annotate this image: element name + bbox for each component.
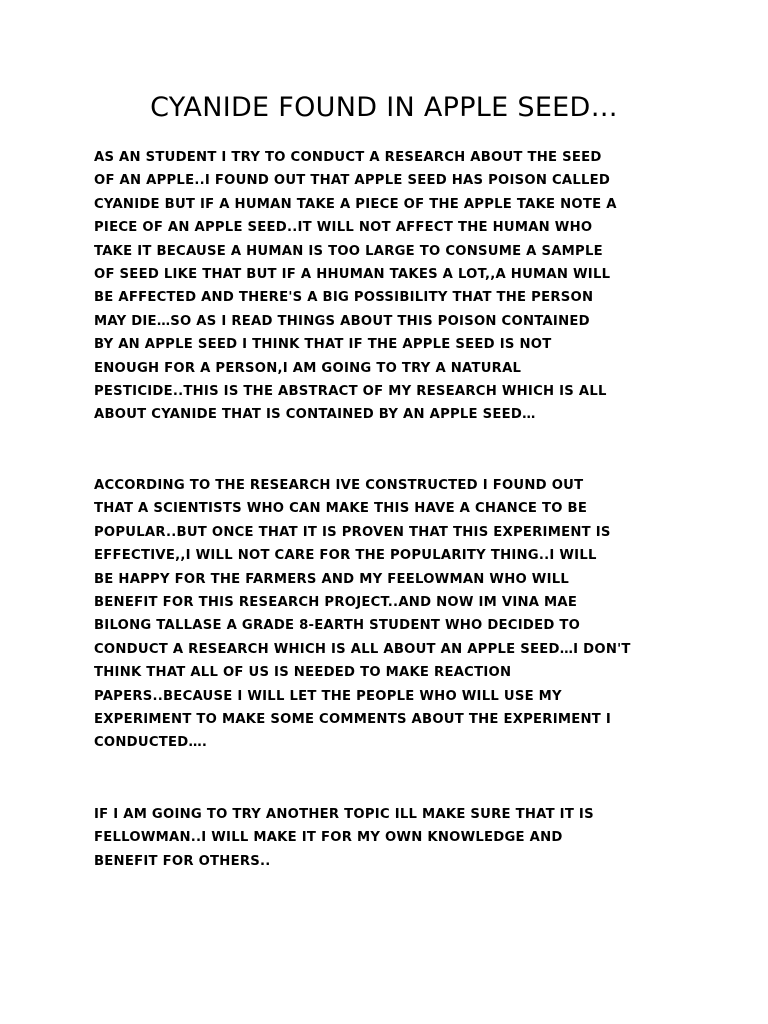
- text-line: PESTICIDE..THIS IS THE ABSTRACT OF MY RESEARCH WHICH IS ALL: [94, 384, 607, 400]
- text-line: IF I AM GOING TO TRY ANOTHER TOPIC ILL MAKE SURE THAT IT IS: [94, 807, 594, 822]
- text-line: PAPERS..BECAUSE I WILL LET THE PEOPLE WHO WILL USE MY: [94, 688, 562, 704]
- document-title: CYANIDE FOUND IN APPLE SEED…: [150, 92, 618, 123]
- text-line: OF SEED LIKE THAT BUT IF A HHUMAN TAKES A LOT,,A HUMAN WILL: [94, 267, 611, 283]
- paragraph-findings: [94, 474, 674, 755]
- text-line: EFFECTIVE,,I WILL NOT CARE FOR THE POPULARITY THING..I WILL: [94, 548, 597, 564]
- text-line: BILONG TALLASE A GRADE 8-EARTH STUDENT WHO DECIDED TO: [94, 618, 581, 634]
- text-line: CONDUCT A RESEARCH WHICH IS ALL ABOUT AN APPLE SEED…I DON'T: [94, 641, 631, 657]
- text-line: OF AN APPLE..I FOUND OUT THAT APPLE SEED HAS POISON CALLED: [94, 173, 611, 189]
- text-line: BE HAPPY FOR THE FARMERS AND MY FEELOWMAN WHO WILL: [94, 571, 570, 587]
- text-line: EXPERIMENT TO MAKE SOME COMMENTS ABOUT THE EXPERIMENT I: [94, 712, 612, 728]
- text-line: THINK THAT ALL OF US IS NEEDED TO MAKE REACTION: [94, 665, 512, 681]
- text-line: CONDUCTED….: [94, 735, 208, 751]
- text-line: ENOUGH FOR A PERSON,I AM GOING TO TRY A NATURAL: [94, 360, 522, 376]
- text-line: POPULAR..BUT ONCE THAT IT IS PROVEN THAT THIS EXPERIMENT IS: [94, 524, 611, 540]
- text-line: BENEFIT FOR OTHERS..: [94, 853, 271, 869]
- text-line: PIECE OF AN APPLE SEED..IT WILL NOT AFFECT THE HUMAN WHO: [94, 220, 593, 236]
- text-line: AS AN STUDENT I TRY TO CONDUCT A RESEARCH ABOUT THE SEED: [94, 150, 602, 165]
- text-line: FELLOWMAN..I WILL MAKE IT FOR MY OWN KNOWLEDGE AND: [94, 830, 563, 846]
- text-line: BENEFIT FOR THIS RESEARCH PROJECT..AND NOW IM VINA MAE: [94, 595, 578, 611]
- paragraph-abstract: [94, 146, 674, 427]
- text-line: BE AFFECTED AND THERE'S A BIG POSSIBILITY THAT THE PERSON: [94, 290, 594, 306]
- text-line: MAY DIE…SO AS I READ THINGS ABOUT THIS POISON CONTAINED: [94, 313, 590, 329]
- text-line: BY AN APPLE SEED I THINK THAT IF THE APPLE SEED IS NOT: [94, 337, 552, 353]
- text-line: TAKE IT BECAUSE A HUMAN IS TOO LARGE TO CONSUME A SAMPLE: [94, 243, 603, 259]
- text-line: ACCORDING TO THE RESEARCH IVE CONSTRUCTED I FOUND OUT: [94, 478, 584, 493]
- paragraph-conclusion: [94, 803, 674, 873]
- text-line: THAT A SCIENTISTS WHO CAN MAKE THIS HAVE A CHANCE TO BE: [94, 501, 588, 517]
- text-line: ABOUT CYANIDE THAT IS CONTAINED BY AN APPLE SEED…: [94, 407, 536, 423]
- text-line: CYANIDE BUT IF A HUMAN TAKE A PIECE OF THE APPLE TAKE NOTE A: [94, 196, 617, 212]
